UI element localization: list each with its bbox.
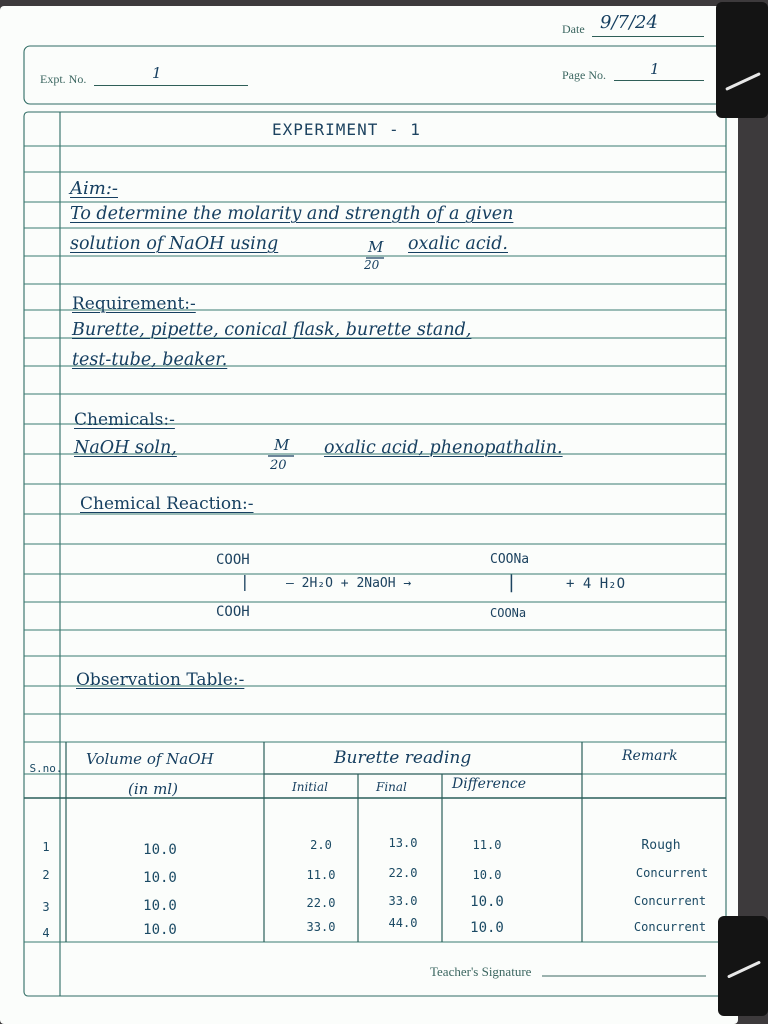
- requirement-line-2: test-tube, beaker.: [72, 350, 228, 370]
- requirement-heading: Requirement:-: [72, 294, 196, 314]
- row-final: 22.0: [388, 866, 418, 880]
- reaction-product: + 4 H₂O: [566, 576, 626, 592]
- row-sno: 4: [42, 926, 50, 940]
- aim-fraction-numerator: M: [368, 238, 384, 256]
- row-volume: 10.0: [143, 898, 177, 914]
- row-difference: 11.0: [472, 838, 502, 852]
- row-remark: Concurrent: [633, 920, 707, 934]
- date-underline: [592, 36, 704, 37]
- chemicals-fraction-denominator: 20: [270, 458, 287, 473]
- chemicals-line-end: oxalic acid, phenopathalin.: [324, 438, 563, 458]
- teacher-signature-label: Teacher's Signature: [430, 964, 532, 979]
- aim-heading: Aim:-: [70, 178, 118, 199]
- table-header-remark: Remark: [622, 748, 678, 764]
- aim-line-2-end: oxalic acid.: [408, 234, 508, 254]
- row-sno: 2: [42, 868, 50, 882]
- table-header-final: Final: [376, 780, 407, 794]
- reaction-right-top: COONa: [490, 552, 530, 567]
- expt-no-label: Expt. No.: [40, 72, 87, 86]
- row-initial: 33.0: [306, 920, 336, 934]
- row-final: 44.0: [388, 916, 418, 930]
- row-difference: 10.0: [472, 868, 502, 882]
- row-volume: 10.0: [143, 870, 177, 886]
- aim-line-1: To determine the molarity and strength of a given: [70, 204, 514, 224]
- table-header-volume: Volume of NaOH: [86, 750, 214, 768]
- row-final: 13.0: [388, 836, 418, 850]
- binder-clip-bottom: [718, 916, 768, 1016]
- notebook-page: [0, 6, 738, 1024]
- observation-heading: Observation Table:-: [76, 670, 245, 690]
- row-initial: 2.0: [310, 838, 332, 852]
- row-volume: 10.0: [143, 922, 177, 938]
- aim-line-2: solution of NaOH using: [70, 234, 279, 254]
- reaction-left-bottom: COOH: [216, 604, 250, 620]
- row-difference: 10.0: [470, 894, 504, 910]
- row-final: 33.0: [388, 894, 418, 908]
- date-label: Date: [562, 22, 585, 36]
- aim-fraction-denominator: 20: [364, 258, 380, 272]
- row-initial: 22.0: [306, 896, 336, 910]
- row-sno: 3: [42, 900, 50, 914]
- date-value: 9/7/24: [600, 12, 658, 33]
- reaction-left-bond: |: [240, 572, 250, 591]
- row-difference: 10.0: [470, 920, 504, 936]
- table-header-difference: Difference: [452, 776, 527, 792]
- table-header-initial: Initial: [292, 780, 328, 794]
- reaction-heading: Chemical Reaction:-: [80, 494, 254, 514]
- chemicals-fraction-numerator: M: [274, 436, 290, 454]
- expt-no-underline: [94, 85, 248, 86]
- row-sno: 1: [42, 840, 50, 854]
- row-remark: Rough: [641, 838, 681, 853]
- reaction-left-top: COOH: [216, 552, 250, 568]
- page-no-underline: [614, 80, 704, 81]
- reaction-right-bond: |: [506, 572, 517, 593]
- requirement-line-1: Burette, pipette, conical flask, burette stand,: [72, 320, 472, 340]
- binder-clip-top: [716, 2, 768, 118]
- row-remark: Concurrent: [633, 894, 707, 908]
- expt-no-value: 1: [152, 64, 162, 82]
- table-header-sno: S.no.: [29, 762, 63, 775]
- chemicals-line-start: NaOH soln,: [74, 438, 177, 458]
- experiment-title: EXPERIMENT - 1: [272, 120, 421, 139]
- table-header-volume-unit: (in ml): [128, 780, 178, 798]
- row-volume: 10.0: [143, 842, 177, 858]
- row-initial: 11.0: [306, 868, 336, 882]
- chemicals-heading: Chemicals:-: [74, 410, 175, 430]
- reaction-middle: — 2H₂O + 2NaOH →: [286, 576, 412, 591]
- reaction-right-bottom: COONa: [490, 606, 527, 620]
- row-remark: Concurrent: [635, 866, 709, 880]
- page-no-label: Page No.: [562, 68, 606, 82]
- table-header-burette: Burette reading: [334, 748, 472, 768]
- page-no-value: 1: [650, 60, 660, 78]
